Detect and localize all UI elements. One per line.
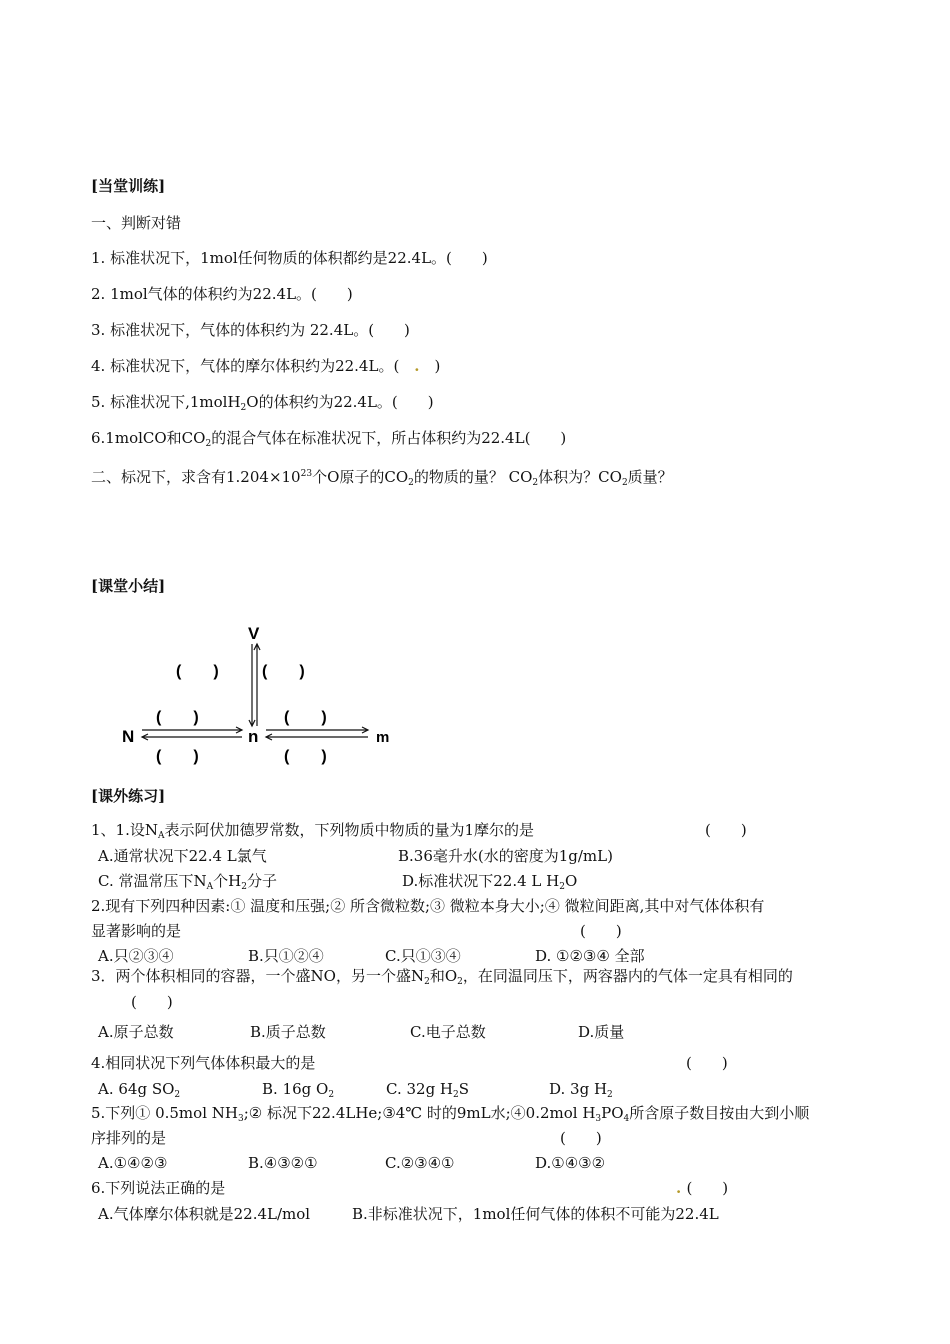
q3-answer-blank: ( ) (131, 993, 173, 1011)
judge-item-1: 1. 标准状况下，1mol任何物质的体积都约是22.4L。( ) (91, 249, 488, 267)
q3-option-a: A.原子总数 (98, 1023, 174, 1041)
q6-stem: 6.下列说法正确的是 (91, 1179, 226, 1197)
q4-option-a: A. 64g $SO_2$ (98, 1080, 181, 1100)
blank-N-bottom: ( ) (156, 748, 199, 765)
q3-option-c: C.电子总数 (410, 1023, 486, 1041)
blank-v-left: ( ) (176, 663, 219, 680)
blank-m-top: ( ) (284, 709, 327, 726)
q4-option-c: C. 32g $H_2S$ (386, 1080, 470, 1100)
q2-option-d: D. ①②③④ 全部 (535, 947, 645, 965)
q2-answer-blank: ( ) (580, 922, 622, 940)
judge-item-2: 2. 1mol气体的体积约为22.4L。( ) (91, 285, 353, 303)
q2-option-b: B.只①②④ (248, 947, 324, 965)
judge-item-4: 4. 标准状况下，气体的摩尔体积约为22.4L。( . ) (91, 357, 441, 375)
part1-title: 一、判断对错 (91, 214, 182, 232)
diagram-label-V: V (248, 624, 260, 643)
conversion-diagram (110, 618, 410, 768)
q4-answer-blank: ( ) (686, 1054, 728, 1072)
q3-option-b: B.质子总数 (250, 1023, 326, 1041)
q3-option-d: D.质量 (578, 1023, 625, 1041)
q5-option-c: C.②③④① (385, 1154, 455, 1172)
judge-item-5: 5. 标准状况下,1molH$_2$O的体积约为22.4L。( ) (91, 393, 434, 413)
diagram-label-N: N (122, 727, 135, 746)
q5-option-a: A.①④②③ (98, 1154, 168, 1172)
diagram-label-n: n (248, 727, 259, 746)
q5-stem-line1: 5.下列① 0.5mol $NH_3;②$ 标况下22.4LHe;③4℃ 时的9mL水;④0.2mol $H_3PO_4$所含原子数目按由大到小顺 (91, 1104, 810, 1124)
q2-option-c: C.只①③④ (385, 947, 461, 965)
q6-option-b: B.非标准状况下，1mol任何气体的体积不可能为22.4L (352, 1205, 719, 1223)
q4-option-d: D. 3g $H_2$ (549, 1080, 613, 1100)
section-title-training: [当堂训练] (91, 177, 166, 195)
q1-answer-blank: ( ) (705, 821, 747, 839)
diagram-label-m: m (376, 729, 390, 746)
judge-item-6: 6.1molCO和$CO_2$的混合气体在标准状况下，所占体积约为22.4L( ) (91, 429, 567, 449)
q5-answer-blank: ( ) (560, 1129, 602, 1147)
blank-m-bottom: ( ) (284, 748, 327, 765)
q1-option-c: C. 常温常压下$N_A$个$H_2$分子 (98, 872, 277, 892)
judge-item-3: 3. 标准状况下，气体的体积约为 22.4L。( ) (91, 321, 410, 339)
q1-option-b: B.36毫升水(水的密度为1g/mL) (398, 847, 613, 865)
section-title-homework: [课外练习] (91, 787, 166, 805)
q4-stem: 4.相同状况下列气体体积最大的是 (91, 1054, 316, 1072)
blank-N-top: ( ) (156, 709, 199, 726)
q1-stem: 1、1.设$N_A$表示阿伏加德罗常数，下列物质中物质的量为1摩尔的是 (91, 821, 535, 841)
q2-stem-line2: 显著影响的是 (91, 922, 182, 940)
q6-answer-blank: . ( ) (676, 1179, 729, 1197)
q5-option-d: D.①④③② (535, 1154, 606, 1172)
q2-option-a: A.只②③④ (98, 947, 174, 965)
blank-v-right: ( ) (262, 663, 305, 680)
q1-option-d: D.标准状况下22.4 L $H_2O$ (402, 872, 578, 892)
q5-stem-line2: 序排列的是 (91, 1129, 167, 1147)
part2-question: 二、标况下，求含有$1.204\times 10^{23}$个O原子的$CO_2$的物质的量？ $CO_2$体积为？$CO_2$质量？ (91, 468, 673, 488)
section-title-summary: [课堂小结] (91, 577, 166, 595)
q3-stem: 3．两个体积相同的容器，一个盛NO，另一个盛$N_2$和$O_2$，在同温同压下，两容器内的气体一定具有相同的 (91, 967, 793, 987)
q6-option-a: A.气体摩尔体积就是22.4L/mol (98, 1205, 311, 1223)
q2-stem-line1: 2.现有下列四种因素:① 温度和压强;② 所含微粒数;③ 微粒本身大小;④ 微粒间距离,其中对气体体积有 (91, 897, 765, 915)
q1-option-a: A.通常状况下22.4 L氯气 (98, 847, 267, 865)
q4-option-b: B. 16g $O_2$ (262, 1080, 335, 1100)
q5-option-b: B.④③②① (248, 1154, 318, 1172)
